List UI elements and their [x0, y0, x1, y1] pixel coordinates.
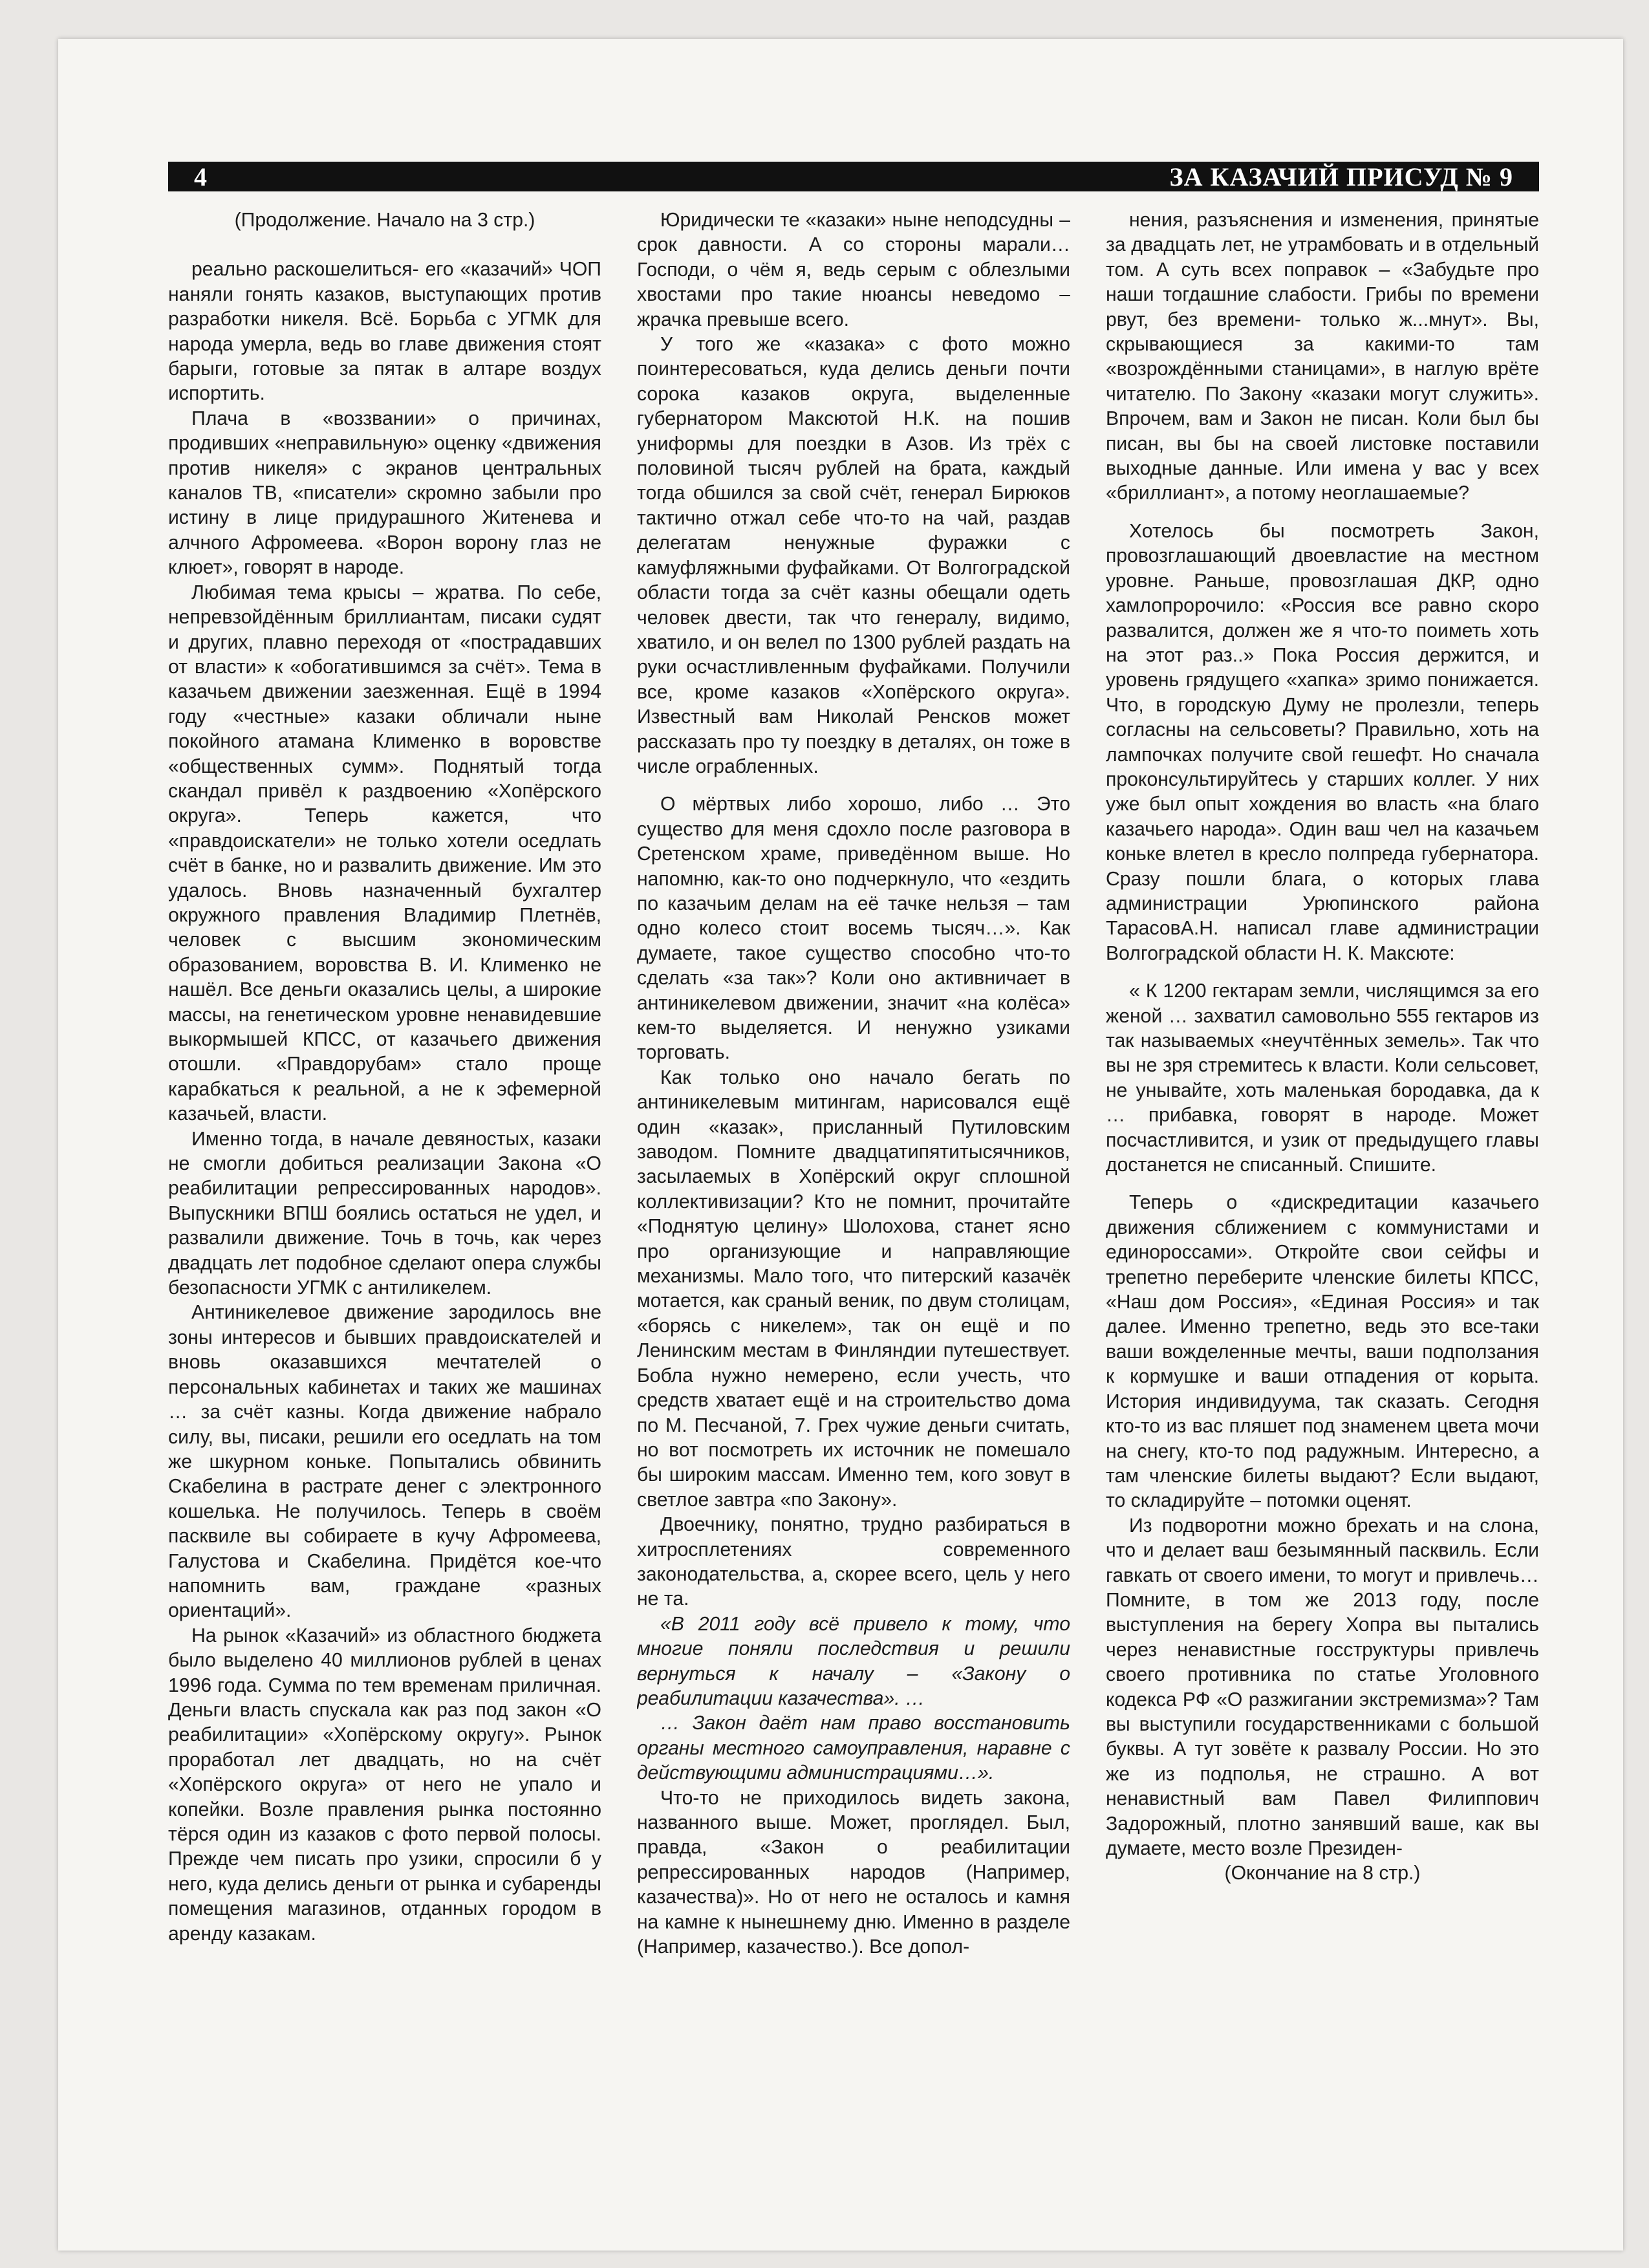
- paragraph: У того же «казака» с фото можно поинтересоваться, куда делись деньги почти сорока казаков округа, выделенные губернатором Максютой Н.К. на пошив униформы для поездки в Азов. Из трёх с половиной тысяч рублей на брата, каждый тогда обшился за свой счёт, генерал Бирюков тактично отжал себе что-то на чай, раздав делегатам ненужные фуражки с камуфляжными фуфайками. От Волгоградской области тогда за счёт казны обещали одеть человек двести, так что генералу, видимо, хватило, и он велел по 1300 рублей раздать на руки осчастливленным фуфайками. Получили все, кроме казаков «Хопёрского округа». Известный вам Николай Ренсков может рассказать про ту поездку в деталях, он тоже в числе ограбленных.: [637, 334, 1070, 777]
- paragraph: Что-то не приходилось видеть закона, названного выше. Может, проглядел. Был, правда, «Закон о реабилитации репрессированных народов (Например, казачества)». Но от него не осталось и камня на камне к нынешнему дню. Именно в разделе (Например, казачество.). Все допол-: [637, 1787, 1070, 1958]
- quote: « К 1200 гектарам земли, числящимся за его женой … захватил самовольно 555 гектаров из так называемых «неучтённых земель». Так что вы не зря стремитесь к власти. Коли сельсовет, не унывайте, хоть маленькая бородавка, да к … прибавка, говорят в народе. Может посчастливится, и узик от предыдущего главы достанется не списанный. Спишите.: [1106, 980, 1539, 1176]
- paragraph: Антиникелевое движение зародилось вне зоны интересов и бывших правдоискателей и вновь оказавшихся мечтателей о персональных кабинетах и таких же машинах … за счёт казны. Когда движение набрало силу, вы, писаки, решили его оседлать на том же шкурном коньке. Попытались обвинить Скабелина в растрате денег с электронного кошелька. Не получилось. Теперь в своём пасквиле вы собираете в кучу Афромеева, Галустова и Скабелина. Придётся кое-что напомнить вам, граждане «разных ориентаций».: [168, 1302, 601, 1622]
- paragraph: Именно тогда, в начале девяностых, казаки не смогли добиться реализации Закона «О реабилитации репрессированных народов». Выпускники ВПШ боялись остаться не удел, и развалили движение. Точь в точь, как через двадцать лет подобное сделают опера службы безопасности УГМК с антиликелем.: [168, 1128, 601, 1299]
- continuation-note: (Продолжение. Начало на 3 стр.): [234, 210, 535, 231]
- paragraph: Двоечнику, понятно, трудно разбираться в хитросплетениях современного законодательства, а, скорее всего, цель у него не та.: [637, 1514, 1070, 1610]
- column-1: [168, 208, 601, 2174]
- newspaper-page: [58, 39, 1623, 2251]
- paragraph: реально раскошелиться- его «казачий» ЧОП наняли гонять казаков, выступающих против разработки никеля. Всё. Борьба с УГМК для народа умерла, ведь во главе движения стоят барыги, готовые за пятак в алтаре воздух испортить.: [168, 259, 601, 405]
- paragraph: Из подворотни можно брехать и на слона, что и делает ваш безымянный пасквиль. Если гавкать от своего имени, то могут и привлечь… Помните, в том же 2013 году, после выступления на берегу Хопра вы пытались через ненавистные госструктуры привлечь своего противника по статье Уголовного кодекса РФ «О разжигании экстремизма»? Там вы выступили государственниками с большой буквы. А тут зовёте к развалу России. Но это же из подполья, не страшно. А вот ненавистный вам Павел Филиппович Задорожный, плотно занявший ваше, как вы думаете, место возле Президен-: [1106, 1515, 1539, 1859]
- paragraph: О мёртвых либо хорошо, либо … Это существо для меня сдохло после разговора в Сретенском храме, приведённом выше. Но напомню, как-то оно подчеркнуло, что «ездить по казачьим делам на её тачке нельзя – там одно колесо стоит восемь тысяч…». Как думаете, такое существо способно что-то сделать «за так»? Коли оно активничает в антиникелевом движении, значит «на колёса» кем-то выделяется. И ненужно узиками торговать.: [637, 794, 1070, 1064]
- ending-note: (Окончание на 8 стр.): [1224, 1863, 1421, 1885]
- article-columns: [168, 208, 1539, 2174]
- column-2: [637, 208, 1070, 2174]
- page-number: 4: [194, 162, 207, 191]
- paragraph: Хотелось бы посмотреть Закон, провозглашающий двоевластие на местном уровне. Раньше, провозглашая ДКР, одно хамлопророчило: «Россия все равно скоро развалится, должен же я что-то поиметь хоть на этот раз..» Пока Россия держится, и уровень грядущего «хапка» зримо понижается. Что, в городскую Думу не пролезли, теперь согласны на сельсоветы? Правильно, хоть на лампочках получите свой гешефт. Но сначала проконсультируйтесь у старших коллег. У них уже был опыт хождения во власть «на благо казачьего народа». Один ваш чел на казачьем коньке влетел в кресло полпреда губернатора. Сразу пошли блага, о которых глава администрации Урюпинского района ТарасовА.Н. написал главе администрации Волгоградской области Н. К. Максюте:: [1106, 520, 1539, 964]
- paragraph: Как только оно начало бегать по антиникелевым митингам, нарисовался ещё один «казак», присланный Путиловским заводом. Помните двадцатипятитысячников, засылаемых в Хопёрский округ сплошной коллективизации? Кто не помнит, прочитайте «Поднятую целину» Шолохова, станет ясно про организующие и направляющие механизмы. Мало того, что питерский казачёк мотается, как сраный веник, по двум столицам, «борясь с никелем», так он ещё и по Ленинским местам в Финляндии путешествует. Бобла нужно немерено, если учесть, что средств хватает ещё и на строительство дома по М. Песчаной, 7. Грех чужие деньги считать, но вот посмотреть их источник не помешало бы широким массам. Именно тем, кого зовут в светлое завтра «по Закону».: [637, 1066, 1070, 1511]
- quote: … Закон даёт нам право восстановить органы местного самоуправления, наравне с действующими администрациями…».: [637, 1712, 1070, 1784]
- paragraph: Юридически те «казаки» ныне неподсудны – срок давности. А со стороны марали… Господи, о чём я, ведь серым с облезлыми хвостами про такие нюансы неведомо – жрачка превыше всего.: [637, 210, 1070, 330]
- paragraph: нения, разъяснения и изменения, принятые за двадцать лет, не утрамбовать и в отдельный том. А суть всех поправок – «Забудьте про наши тогдашние слабости. Грибы по времени рвут, без времени- только ж...мнут». Вы, скрывающиеся за какими-то там «возрождёнными станицами», в наглую врёте читателю. По Закону «казаки могут служить». Впрочем, вам и Закон не писан. Коли был бы писан, вы бы на своей листовке поставили выходные данные. Или имена у вас у всех «бриллиант», а потому неоглашаемые?: [1106, 210, 1539, 504]
- column-3: [1106, 208, 1539, 2174]
- paragraph: Любимая тема крысы – жратва. По себе, непревзойдённым бриллиантам, писаки судят и других, плавно переходя от «пострадавших от власти» к «обогатившимся за счёт». Тема в казачьем движении заезженная. Ещё в 1994 году «честные» казаки обличали ныне покойного атамана Клименко в воровстве «общественных сумм». Поднятый тогда скандал привёл к раздвоению «Хопёрского округа». Теперь кажется, что «правдоискатели» не только хотели оседлать счёт в банке, но и развалить движение. Им это удалось. Вновь назначенный бухгалтер окружного правления Владимир Плетнёв, человек с высшим экономическим образованием, воровства В. И. Клименко не нашёл. Все деньги оказались целы, а широкие массы, на генетическом уровне ненавидевшие выкормышей КПСС, от казачьего движения отошли. «Правдорубам» стало проще карабкаться к реальной, а не к эфемерной казачьей, власти.: [168, 581, 601, 1125]
- paragraph: На рынок «Казачий» из областного бюджета было выделено 40 миллионов рублей в ценах 1996 года. Сумма по тем временам приличная. Деньги власть спускала как раз под закон «О реабилитации» «Хопёрскому округу». Рынок проработал лет двадцать, но на счёт «Хопёрского округа» от него не упало и копейки. Возле правления рынка постоянно тёрся один из казаков с фото первой полосы. Прежде чем писать про узики, спросили б у него, куда делись деньги от рынка и субаренды помещения магазинов, отданных городом в аренду казакам.: [168, 1625, 601, 1945]
- newspaper-title: ЗА КАЗАЧИЙ ПРИСУД № 9: [1169, 162, 1513, 191]
- paragraph: Плача в «воззвании» о причинах, продивших «неправильную» оценку «движения против никеля» с экранов центральных каналов ТВ, «писатели» скромно забыли про истину в лице придурашного Житенева и алчного Афромеева. «Ворон ворону глаз не клюет», говорят в народе.: [168, 407, 601, 579]
- page-header: [168, 162, 1539, 191]
- paragraph: Теперь о «дискредитации казачьего движения сближением с коммунистами и единороссами». Откройте свои сейфы и трепетно переберите членские билеты КПСС, «Наш дом Россия», «Единая Россия» и так далее. Именно трепетно, ведь это все-таки ваши вожделенные мечты, ваши подползания к кормушке и ваши отпадения от корыта. История индивидуума, так сказать. Сегодня кто-то из вас пляшет под знаменем цвета мочи на снегу, кто-то под радужным. Интересно, а там членские билеты выдают? Если выдают, то складируйте – потомки оценят.: [1106, 1192, 1539, 1512]
- quote: «В 2011 году всё привело к тому, что многие поняли последствия и решили вернуться к началу – «Закону о реабилитации казачества». …: [637, 1613, 1070, 1709]
